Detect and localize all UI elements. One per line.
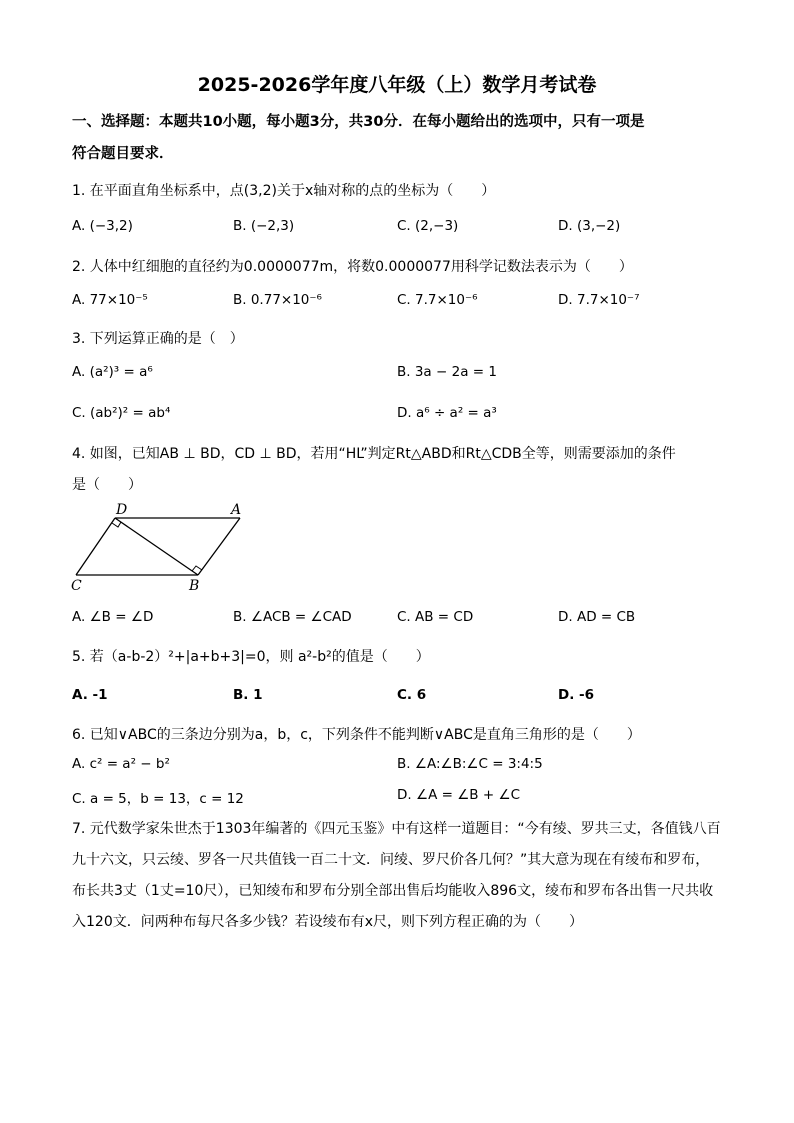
q1-option-d: D. (3,−2) <box>558 218 621 234</box>
q5-option-c: C. 6 <box>397 687 427 703</box>
label-b: B <box>189 578 200 594</box>
q2-option-a: A. 77×10⁻⁵ <box>72 292 148 308</box>
q5-option-a: A. -1 <box>72 687 108 703</box>
q3-option-a: A. (a²)³ = a⁶ <box>72 364 153 380</box>
q7-line1: 7. 元代数学家朱世杰于1303年编著的《四元玉鉴》中有这样一道题目：“今有绫、罗共三丈，各值钱八百 <box>72 821 721 837</box>
q5-stem: 5. 若（a-b-2）²+|a+b+3|=0，则 a²-b²的值是（ ） <box>72 649 430 665</box>
q3-option-c: C. (ab²)² = ab⁴ <box>72 405 171 421</box>
q1-option-a: A. (−3,2) <box>72 218 133 234</box>
label-a: A <box>231 502 242 518</box>
right-angle-mark-d <box>112 522 121 527</box>
q4-option-a: A. ∠B = ∠D <box>72 609 154 625</box>
q4-stem-line2: 是（ ） <box>72 477 142 493</box>
q2-option-b: B. 0.77×10⁻⁶ <box>233 292 322 308</box>
segment-ba <box>198 518 240 575</box>
q6-option-b: B. ∠A:∠B:∠C = 3:4:5 <box>397 756 543 772</box>
q2-option-d: D. 7.7×10⁻⁷ <box>558 292 640 308</box>
q6-option-d: D. ∠A = ∠B + ∠C <box>397 787 520 803</box>
q4-stem-line1: 4. 如图，已知AB ⊥ BD，CD ⊥ BD，若用“HL”判定Rt△ABD和Rt△CDB全等，则需要添加的条件 <box>72 446 676 462</box>
q6-option-a: A. c² = a² − b² <box>72 756 170 772</box>
segment-cd <box>76 518 115 575</box>
q1-option-c: C. (2,−3) <box>397 218 459 234</box>
q3-stem: 3. 下列运算正确的是（ ） <box>72 331 244 347</box>
q5-option-b: B. 1 <box>233 687 263 703</box>
label-d: D <box>116 502 128 518</box>
q7-line3: 布长共3丈（1丈=10尺），已知绫布和罗布分别全部出售后均能收入896文，绫布和罗布各出售一尺共收 <box>72 883 714 899</box>
segment-db <box>115 518 198 575</box>
page-title: 2025-2026学年度八年级（上）数学月考试卷 <box>197 74 597 96</box>
q4-option-b: B. ∠ACB = ∠CAD <box>233 609 352 625</box>
right-angle-mark-b <box>192 566 202 571</box>
q4-geometry-figure <box>68 500 258 595</box>
q4-option-d: D. AD = CB <box>558 609 636 625</box>
q6-stem: 6. 已知∨ABC的三条边分别为a，b，c，下列条件不能判断∨ABC是直角三角形的是（ ） <box>72 727 641 743</box>
q1-stem: 1. 在平面直角坐标系中，点(3,2)关于x轴对称的点的坐标为（ ） <box>72 183 496 199</box>
q6-option-c: C. a = 5，b = 13，c = 12 <box>72 791 244 807</box>
q1-option-b: B. (−2,3) <box>233 218 295 234</box>
q3-option-d: D. a⁶ ÷ a² = a³ <box>397 405 497 421</box>
q7-line4: 入120文．问两种布每尺各多少钱？若设绫布有x尺，则下列方程正确的为（ ） <box>72 914 584 930</box>
q5-option-d: D. -6 <box>558 687 595 703</box>
section-heading-line2: 符合题目要求． <box>72 146 174 162</box>
label-c: C <box>71 578 82 594</box>
q7-line2: 九十六文，只云绫、罗各一尺共值钱一百二十文．问绫、罗尺价各几何？”其大意为现在有绫布和罗布， <box>72 852 710 868</box>
q4-option-c: C. AB = CD <box>397 609 474 625</box>
q2-option-c: C. 7.7×10⁻⁶ <box>397 292 478 308</box>
q3-option-b: B. 3a − 2a = 1 <box>397 364 497 380</box>
section-heading-line1: 一、选择题：本题共10小题，每小题3分，共30分．在每小题给出的选项中，只有一项是 <box>72 114 645 130</box>
q2-stem: 2. 人体中红细胞的直径约为0.0000077m，将数0.0000077用科学记数法表示为（ ） <box>72 259 633 275</box>
